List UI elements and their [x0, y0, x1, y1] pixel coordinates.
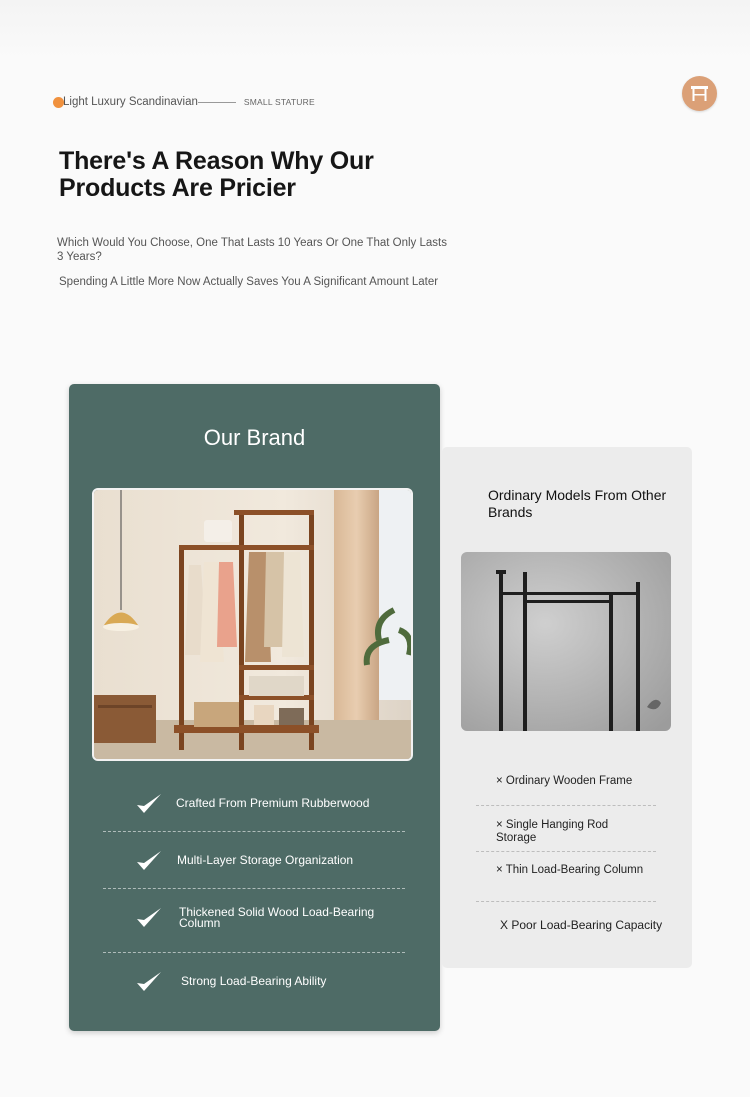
feature-divider	[103, 952, 405, 953]
checkmark-icon	[134, 791, 164, 817]
checkmark-icon	[134, 969, 164, 995]
con-divider	[476, 851, 656, 852]
con-item-2: × Single Hanging Rod Storage	[496, 819, 609, 844]
tagline-text: Light Luxury Scandinavian	[63, 96, 198, 108]
con-item-3: × Thin Load-Bearing Column	[496, 864, 644, 876]
other-brands-title: Ordinary Models From Other Brands	[488, 487, 667, 520]
checkmark-icon	[134, 905, 164, 931]
tagline-divider	[198, 102, 236, 103]
feature-divider	[103, 831, 405, 832]
brand-feature-1	[134, 791, 376, 817]
tagline	[53, 95, 315, 109]
brand-feature-label: Multi-Layer Storage Organization	[177, 853, 354, 868]
con-item-1: × Ordinary Wooden Frame	[496, 775, 633, 787]
brand-feature-label: Strong Load-Bearing Ability	[181, 974, 327, 989]
brand-feature-4	[134, 969, 381, 995]
intro-question: Which Would You Choose, One That Lasts 10 Years Or One That Only Lasts 3 Years?	[57, 237, 447, 263]
other-product-photo	[461, 552, 671, 731]
brand-feature-label: Crafted From Premium Rubberwood	[176, 796, 370, 811]
brand-feature-3	[134, 905, 379, 931]
intro-savings: Spending A Little More Now Actually Saves You A Significant Amount Later	[59, 276, 439, 288]
brand-product-photo	[92, 488, 413, 761]
stool-icon	[682, 76, 717, 111]
tagline-subtag: SMALL STATURE	[243, 97, 315, 107]
con-divider	[476, 805, 656, 806]
page-headline: There's A Reason Why Our Products Are Pricier	[59, 147, 374, 202]
con-item-4: X Poor Load-Bearing Capacity	[500, 918, 663, 932]
checkmark-icon	[134, 848, 164, 874]
brand-feature-2	[134, 848, 377, 874]
our-brand-title: Our Brand	[203, 425, 306, 450]
feature-divider	[103, 888, 405, 889]
con-divider	[476, 901, 656, 902]
brand-feature-label: Thickened Solid Wood Load-Bearing Column	[179, 904, 375, 930]
